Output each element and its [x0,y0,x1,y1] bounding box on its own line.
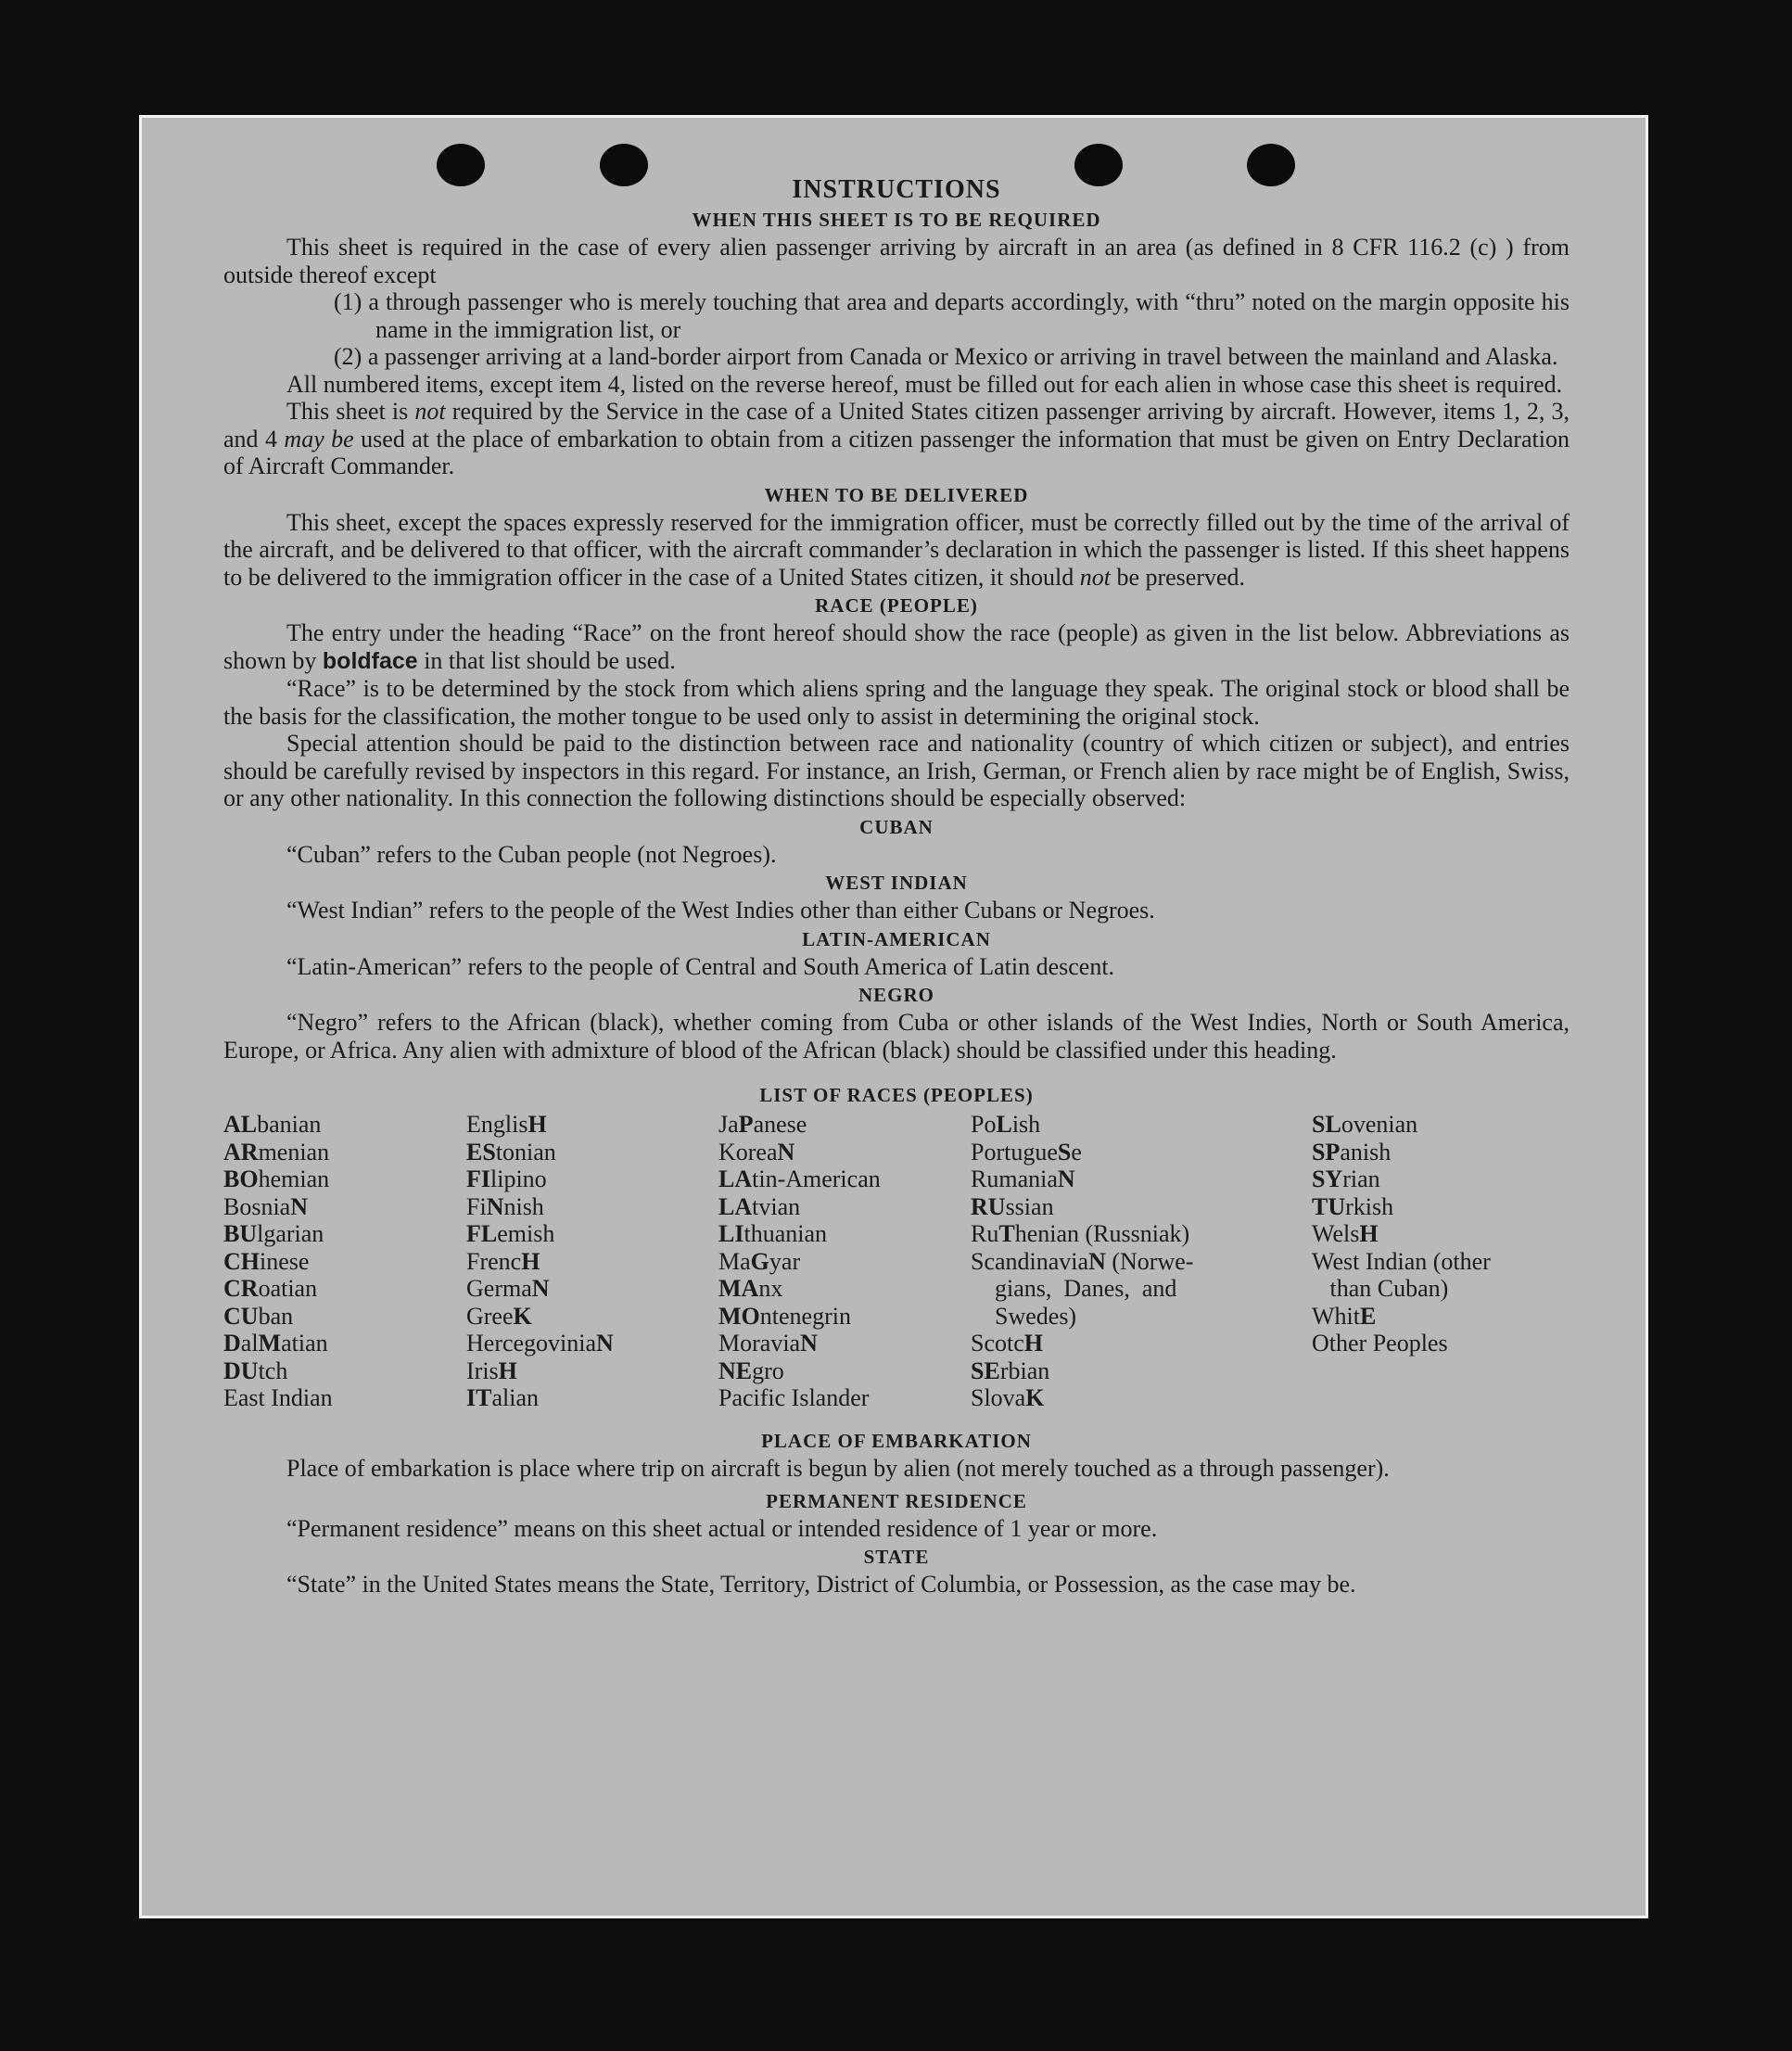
paragraph-race-nationality: Special attention should be paid to the distinction between race and nationality (country of which citizen or subject), and entries should be carefully revised by inspectors in this regard. For instance, an Irish, German, or French alien by race might be of English, Swiss, or any other nationality. In this connection the following distinctions should be especially observed: [223,730,1570,811]
paragraph-embarkation: Place of embarkation is place where trip on aircraft is begun by alien (not merely touched as a through passenger). [286,1455,1390,1482]
paragraph-citizen: This sheet is not required by the Service in the case of a United States citizen passenger arriving by aircraft. However, items 1, 2, 3, and 4 may be used at the place of embarkation to obtain from a citizen passenger the information that must be given on Entry Declaration of Aircraft Commander. [223,398,1570,479]
race-entry: IrisH [466,1357,517,1384]
race-entry: BUlgarian [223,1220,324,1247]
paragraph-race-definition: “Race” is to be determined by the stock from which aliens spring and the language they speak. The original stock or blood shall be the basis for the classification, the mother tongue to be used only to assist in determining the original stock. [223,675,1570,730]
exception-item-2: (2) a passenger arriving at a land-border airport from Canada or Mexico or arriving in travel between the mainland and Alaska. [334,343,1558,370]
paragraph-intro: This sheet is required in the case of every alien passenger arriving by aircraft in an area (as defined in 8 CFR 116.2 (c) ) from outside thereof except [223,234,1570,288]
races-column-5 [1312,1111,1491,1357]
race-entry: NEgro [718,1357,784,1384]
races-column-1 [223,1111,333,1412]
page-title: INSTRUCTIONS [792,175,1001,204]
races-column-2 [466,1111,614,1412]
race-entry: MAnx [718,1275,783,1302]
instructions-content [223,175,1570,1599]
race-entry: PortugueSe [971,1138,1082,1166]
section-heading-when-delivered: WHEN TO BE DELIVERED [764,483,1029,506]
definition-cuban: “Cuban” refers to the Cuban people (not Negroes). [286,840,777,868]
race-entry: GermaN [466,1275,550,1302]
race-entry: Other Peoples [1312,1330,1448,1357]
race-entry: LIthuanian [718,1220,827,1247]
race-entry: BosniaN [223,1192,309,1220]
race-entry: Pacific Islander [718,1384,870,1411]
races-list [223,1111,1570,1426]
race-entry: MoraviaN [718,1330,818,1357]
paragraph-state: “State” in the United States means the State, Territory, District of Columbia, or Possession, as the case may be. [286,1571,1356,1598]
race-entry: SPanish [1312,1138,1392,1166]
race-entry: FrencH [466,1247,540,1275]
race-entry: RuThenian (Russniak) [971,1220,1190,1247]
races-column-4 [971,1111,1193,1412]
race-entry: WelsH [1312,1220,1379,1247]
section-heading-embarkation: PLACE OF EMBARKATION [761,1430,1032,1452]
race-entry: LAtin-American [718,1166,881,1192]
definition-negro: “Negro” refers to the African (black), whether coming from Cuba or other islands of the West Indies, North or South America, Europe, or Africa. Any alien with admixture of blood of the African (black) should be classified under this heading. [223,1009,1570,1064]
race-entry: EnglisH [466,1111,547,1138]
race-entry: ITalian [466,1384,539,1411]
race-entry: gians, Danes, and [971,1275,1177,1302]
race-entry: FIlipino [466,1166,547,1192]
race-entry: ARmenian [223,1138,330,1166]
race-entry: CHinese [223,1247,310,1275]
race-entry: JaPanese [718,1111,807,1138]
race-entry: LAtvian [718,1192,801,1220]
paragraph-delivery: This sheet, except the spaces expressly reserved for the immigration officer, must be correctly filled out by the time of the arrival of the aircraft, and be delivered to that officer, with the aircraft commander’s declaration in which the passenger is listed. If this sheet happens to be delivered to the immigration officer in the case of a United States citizen, it should not be preserved. [223,508,1570,591]
race-entry: West Indian (other [1312,1247,1491,1275]
race-entry: MaGyar [718,1247,801,1275]
section-heading-when-required: WHEN THIS SHEET IS TO BE REQUIRED [692,209,1101,231]
race-entry: FiNnish [466,1192,544,1220]
races-column-3 [718,1111,881,1412]
race-entry: ALbanian [223,1111,322,1138]
race-entry: KoreaN [718,1138,795,1166]
race-entry: than Cuban) [1312,1275,1449,1302]
subheading-west-indian: WEST INDIAN [825,872,968,894]
document-sheet [139,115,1648,1918]
race-entry: EStonian [466,1138,556,1166]
race-entry: RUssian [971,1192,1054,1220]
list-of-races-heading: LIST OF RACES (PEOPLES) [759,1084,1034,1106]
race-entry: DUtch [223,1357,288,1384]
exception-item-1: (1) a through passenger who is merely touching that area and departs accordingly, with “thru” noted on the margin opposite his name in the immigration list, or [334,288,1570,343]
race-entry: RumaniaN [971,1166,1075,1192]
paragraph-race-entry: The entry under the heading “Race” on the front hereof should show the race (people) as given in the list below. Abbreviations as shown by boldface in that list should be used. [223,619,1570,674]
subheading-cuban: CUBAN [859,815,934,838]
subheading-latin-american: LATIN-AMERICAN [802,927,991,950]
race-entry: CRoatian [223,1275,318,1302]
definition-latin-american: “Latin-American” refers to the people of Central and South America of Latin descent. [286,952,1115,980]
race-entry: SLovenian [1312,1111,1418,1138]
race-entry: HercegoviniaN [466,1330,614,1357]
section-heading-residence: PERMANENT RESIDENCE [766,1489,1027,1512]
race-entry: SYrian [1312,1166,1380,1192]
race-entry: MOntenegrin [718,1302,851,1330]
paragraph-numbered-items: All numbered items, except item 4, listed on the reverse hereof, must be filled out for each alien in whose case this sheet is required. [286,370,1563,398]
race-entry: PoLish [971,1111,1041,1138]
paragraph-residence: “Permanent residence” means on this sheet actual or intended residence of 1 year or more. [286,1514,1158,1542]
race-entry: GreeK [466,1302,532,1330]
definition-west-indian: “West Indian” refers to the people of the West Indies other than either Cubans or Negroes. [286,897,1155,924]
race-entry: Swedes) [971,1302,1077,1330]
race-entry: SlovaK [971,1384,1045,1411]
race-entry: FLemish [466,1220,555,1247]
race-entry: CUban [223,1302,294,1330]
race-entry: ScotcH [971,1330,1043,1357]
race-entry: ScandinaviaN (Norwe- [971,1247,1194,1275]
race-entry: DalMatian [223,1330,328,1357]
race-entry: WhitE [1312,1302,1377,1330]
subheading-negro: NEGRO [858,984,934,1006]
race-entry: East Indian [223,1384,333,1411]
section-heading-state: STATE [863,1546,930,1568]
race-entry: SErbian [971,1357,1050,1384]
race-entry: TUrkish [1312,1192,1394,1220]
race-entry: BOhemian [223,1166,330,1192]
section-heading-race: RACE (PEOPLE) [815,594,978,617]
